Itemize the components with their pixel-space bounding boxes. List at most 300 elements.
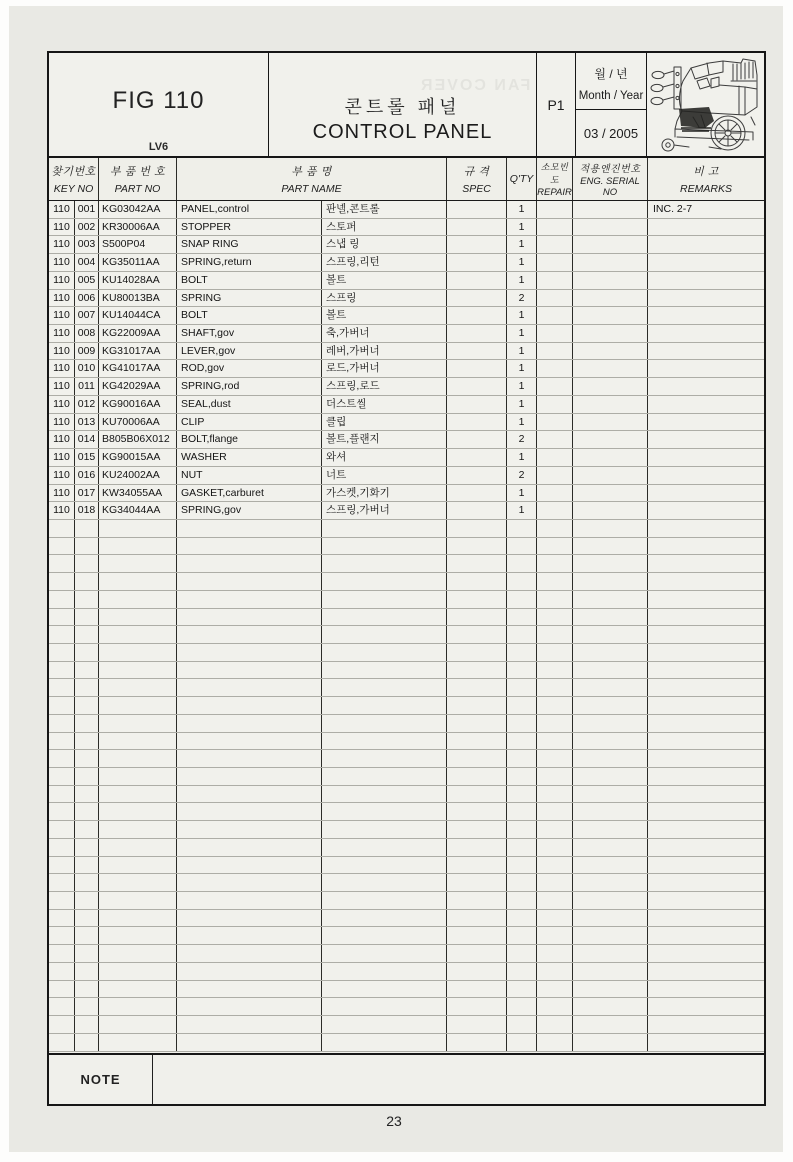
cell-fig-no (49, 733, 75, 750)
cell-key-no (75, 733, 99, 750)
cell-part-name-en (177, 963, 322, 980)
cell-part-name-kr (322, 768, 447, 785)
table-row (49, 945, 764, 963)
cell-part-name-kr (322, 626, 447, 643)
cell-fig-no (49, 750, 75, 767)
cell-qty: 1 (507, 236, 537, 253)
column-remarks: 비 고 REMARKS (680, 165, 732, 196)
cell-part-name-en (177, 874, 322, 891)
cell-spec (447, 963, 507, 980)
cell-key-no (75, 591, 99, 608)
note-row (49, 1053, 764, 1104)
cell-remarks (648, 662, 764, 679)
cell-qty (507, 644, 537, 661)
cell-remarks (648, 945, 764, 962)
cell-fig-no: 110 (49, 343, 75, 360)
cell-part-name-en: LEVER,gov (177, 343, 322, 360)
table-row (49, 378, 764, 396)
cell-part-no: KG31017AA (99, 343, 177, 360)
page-ref-cell (537, 53, 576, 156)
cell-part-no (99, 998, 177, 1015)
cell-repair (537, 343, 573, 360)
table-row (49, 502, 764, 520)
cell-key-no (75, 679, 99, 696)
cell-part-name-kr: 스프링 (322, 290, 447, 307)
cell-qty (507, 786, 537, 803)
cell-repair (537, 307, 573, 324)
cell-key-no: 001 (75, 201, 99, 218)
table-row (49, 485, 764, 503)
cell-fig-no: 110 (49, 272, 75, 289)
cell-fig-no: 110 (49, 325, 75, 342)
cell-qty (507, 839, 537, 856)
cell-fig-no (49, 857, 75, 874)
table-row (49, 786, 764, 804)
cell-qty: 1 (507, 307, 537, 324)
cell-part-name-en: PANEL,control (177, 201, 322, 218)
cell-part-no (99, 750, 177, 767)
cell-spec (447, 343, 507, 360)
note-content (153, 1055, 764, 1104)
cell-eng-serial (573, 254, 648, 271)
cell-qty: 1 (507, 396, 537, 413)
cell-qty (507, 573, 537, 590)
cell-part-no (99, 927, 177, 944)
cell-fig-no (49, 981, 75, 998)
cell-remarks (648, 927, 764, 944)
cell-spec (447, 768, 507, 785)
cell-remarks (648, 573, 764, 590)
cell-part-no (99, 839, 177, 856)
cell-part-name-kr (322, 1016, 447, 1033)
cell-key-no (75, 892, 99, 909)
cell-remarks (648, 609, 764, 626)
cell-qty (507, 998, 537, 1015)
cell-eng-serial (573, 963, 648, 980)
table-row (49, 662, 764, 680)
cell-part-name-kr (322, 715, 447, 732)
cell-eng-serial (573, 485, 648, 502)
cell-repair (537, 378, 573, 395)
cell-part-name-kr (322, 857, 447, 874)
cell-repair (537, 821, 573, 838)
cell-spec (447, 644, 507, 661)
cell-key-no: 015 (75, 449, 99, 466)
cell-part-name-en: CLIP (177, 414, 322, 431)
cell-fig-no (49, 644, 75, 661)
cell-repair (537, 485, 573, 502)
cell-part-name-kr (322, 892, 447, 909)
cell-eng-serial (573, 998, 648, 1015)
cell-part-no (99, 821, 177, 838)
cell-part-name-kr (322, 609, 447, 626)
cell-fig-no (49, 591, 75, 608)
cell-part-name-kr (322, 874, 447, 891)
cell-fig-no (49, 715, 75, 732)
cell-eng-serial (573, 733, 648, 750)
column-header-row (49, 158, 764, 201)
cell-key-no: 002 (75, 219, 99, 236)
cell-key-no (75, 910, 99, 927)
cell-qty: 1 (507, 449, 537, 466)
cell-part-no (99, 1016, 177, 1033)
cell-eng-serial (573, 697, 648, 714)
cell-part-name-en: BOLT (177, 307, 322, 324)
cell-part-no (99, 910, 177, 927)
cell-repair (537, 927, 573, 944)
cell-key-no: 014 (75, 431, 99, 448)
cell-spec (447, 927, 507, 944)
month-year-label-korean: 월 / 년 (594, 67, 628, 81)
cell-remarks (648, 644, 764, 661)
cell-fig-no (49, 609, 75, 626)
cell-remarks: INC. 2-7 (653, 203, 693, 215)
cell-part-name-kr (322, 981, 447, 998)
cell-spec (447, 414, 507, 431)
cell-repair (537, 254, 573, 271)
cell-repair (537, 290, 573, 307)
cell-eng-serial (573, 414, 648, 431)
cell-part-name-kr (322, 927, 447, 944)
cell-fig-no: 110 (49, 254, 75, 271)
month-year-label: Month / Year (578, 90, 644, 102)
cell-qty: 1 (507, 485, 537, 502)
cell-key-no: 016 (75, 467, 99, 484)
scanned-page (9, 6, 783, 1152)
cell-key-no (75, 839, 99, 856)
cell-fig-no (49, 626, 75, 643)
cell-remarks (648, 555, 764, 572)
parts-rows (49, 201, 764, 1052)
cell-fig-no (49, 963, 75, 980)
cell-part-no (99, 609, 177, 626)
cell-part-name-kr: 스프링,가버너 (322, 502, 447, 519)
table-row (49, 750, 764, 768)
cell-part-no (99, 857, 177, 874)
figure-cell (49, 53, 269, 156)
cell-part-name-en: BOLT (177, 272, 322, 289)
cell-remarks (648, 343, 764, 360)
cell-qty: 1 (507, 502, 537, 519)
cell-key-no (75, 1034, 99, 1051)
cell-repair (537, 325, 573, 342)
cell-eng-serial (573, 236, 648, 253)
cell-qty (507, 626, 537, 643)
cell-part-name-kr: 스토퍼 (322, 219, 447, 236)
cell-part-name-en (177, 715, 322, 732)
cell-qty (507, 857, 537, 874)
cell-spec (447, 892, 507, 909)
cell-spec (447, 786, 507, 803)
cell-part-no (99, 591, 177, 608)
cell-eng-serial (573, 821, 648, 838)
cell-remarks (648, 1016, 764, 1033)
cell-eng-serial (573, 467, 648, 484)
cell-part-no: KR30006AA (99, 219, 177, 236)
cell-qty: 1 (507, 219, 537, 236)
cell-qty: 1 (507, 343, 537, 360)
cell-remarks (648, 679, 764, 696)
cell-part-name-en (177, 803, 322, 820)
cell-part-no (99, 662, 177, 679)
cell-part-no: KW34055AA (99, 485, 177, 502)
cell-part-no: KG34044AA (99, 502, 177, 519)
cell-repair (537, 520, 573, 537)
cell-part-name-kr: 클립 (322, 414, 447, 431)
cell-qty: 2 (507, 467, 537, 484)
cell-fig-no (49, 520, 75, 537)
cell-spec (447, 609, 507, 626)
cell-eng-serial (573, 750, 648, 767)
cell-fig-no (49, 768, 75, 785)
cell-fig-no (49, 697, 75, 714)
cell-qty: 2 (507, 290, 537, 307)
cell-repair (537, 1034, 573, 1051)
cell-part-name-en (177, 1034, 322, 1051)
cell-qty (507, 910, 537, 927)
table-row (49, 821, 764, 839)
month-year-cell (576, 53, 647, 156)
cell-fig-no (49, 892, 75, 909)
cell-part-name-kr (322, 733, 447, 750)
cell-key-no (75, 821, 99, 838)
cell-remarks (648, 874, 764, 891)
cell-remarks (648, 803, 764, 820)
cell-spec (447, 1034, 507, 1051)
cell-remarks (648, 963, 764, 980)
cell-part-name-en: SPRING,gov (177, 502, 322, 519)
cell-key-no (75, 573, 99, 590)
cell-remarks (648, 520, 764, 537)
cell-remarks (648, 307, 764, 324)
cell-key-no (75, 609, 99, 626)
cell-eng-serial (573, 679, 648, 696)
cell-remarks (648, 219, 764, 236)
cell-part-no: KG42029AA (99, 378, 177, 395)
cell-spec (447, 502, 507, 519)
cell-eng-serial (573, 715, 648, 732)
cell-spec (447, 750, 507, 767)
cell-part-name-en (177, 786, 322, 803)
cell-eng-serial (573, 927, 648, 944)
cell-spec (447, 272, 507, 289)
cell-eng-serial (573, 910, 648, 927)
cell-repair (537, 803, 573, 820)
cell-part-name-kr (322, 644, 447, 661)
cell-part-no (99, 626, 177, 643)
cell-qty (507, 963, 537, 980)
column-part-name: 부 품 명 PART NAME (177, 158, 447, 200)
table-row (49, 520, 764, 538)
cell-key-no (75, 945, 99, 962)
cell-remarks (648, 626, 764, 643)
cell-fig-no: 110 (49, 502, 75, 519)
cell-part-no (99, 892, 177, 909)
cell-eng-serial (573, 272, 648, 289)
table-row (49, 981, 764, 999)
cell-spec (447, 360, 507, 377)
cell-fig-no (49, 538, 75, 555)
cell-part-no (99, 963, 177, 980)
cell-repair (537, 857, 573, 874)
cell-part-name-en: SHAFT,gov (177, 325, 322, 342)
cell-part-no: KG03042AA (99, 201, 177, 218)
cell-spec (447, 325, 507, 342)
cell-fig-no: 110 (49, 414, 75, 431)
cell-part-name-kr (322, 679, 447, 696)
cell-eng-serial (573, 555, 648, 572)
cell-spec (447, 396, 507, 413)
cell-spec (447, 998, 507, 1015)
column-qty: Q'TY (507, 158, 537, 200)
cell-spec (447, 662, 507, 679)
cell-part-name-en: SPRING,return (177, 254, 322, 271)
page-title-korean: 콘트롤 패널 (344, 97, 461, 117)
cell-qty (507, 892, 537, 909)
cell-part-name-en (177, 768, 322, 785)
cell-repair (537, 538, 573, 555)
cell-repair (537, 963, 573, 980)
cell-qty: 1 (507, 414, 537, 431)
note-label: NOTE (49, 1055, 153, 1104)
cell-part-name-en (177, 520, 322, 537)
cell-part-name-en: STOPPER (177, 219, 322, 236)
cell-repair (537, 555, 573, 572)
cell-part-name-kr (322, 839, 447, 856)
cell-part-name-en (177, 839, 322, 856)
cell-spec (447, 679, 507, 696)
cell-spec (447, 555, 507, 572)
cell-key-no (75, 768, 99, 785)
cell-part-name-kr: 축,가버너 (322, 325, 447, 342)
cell-eng-serial (573, 219, 648, 236)
cell-key-no (75, 998, 99, 1015)
cell-eng-serial (573, 803, 648, 820)
cell-repair (537, 874, 573, 891)
column-key-no: 찾기번호 KEY NO (49, 158, 99, 200)
cell-spec (447, 803, 507, 820)
cell-part-name-kr (322, 520, 447, 537)
cell-spec (447, 839, 507, 856)
bleedthrough-ghost-text: FAN COVER (418, 77, 530, 94)
table-row (49, 963, 764, 981)
cell-key-no (75, 981, 99, 998)
cell-qty (507, 679, 537, 696)
cell-key-no: 017 (75, 485, 99, 502)
table-row (49, 591, 764, 609)
cell-qty (507, 1034, 537, 1051)
table-row (49, 626, 764, 644)
cell-fig-no (49, 803, 75, 820)
cell-remarks (648, 786, 764, 803)
cell-repair (537, 626, 573, 643)
table-row (49, 573, 764, 591)
cell-repair (537, 431, 573, 448)
cell-remarks (648, 325, 764, 342)
cell-part-name-kr (322, 750, 447, 767)
cell-part-name-en (177, 538, 322, 555)
cell-part-name-kr (322, 662, 447, 679)
cell-part-no (99, 768, 177, 785)
cell-key-no (75, 927, 99, 944)
cell-spec (447, 485, 507, 502)
cell-part-name-kr: 스프링,리턴 (322, 254, 447, 271)
cell-remarks (648, 750, 764, 767)
table-row (49, 201, 764, 219)
cell-qty (507, 803, 537, 820)
cell-eng-serial (573, 1016, 648, 1033)
table-row (49, 414, 764, 432)
cell-remarks (648, 591, 764, 608)
cell-part-name-kr: 볼트,플랜지 (322, 431, 447, 448)
cell-spec (447, 981, 507, 998)
cell-key-no (75, 750, 99, 767)
cell-part-name-kr (322, 573, 447, 590)
cell-fig-no (49, 679, 75, 696)
cell-part-name-en (177, 821, 322, 838)
model-code: LV6 (148, 141, 169, 153)
cell-fig-no (49, 839, 75, 856)
cell-spec (447, 307, 507, 324)
cell-part-no (99, 981, 177, 998)
cell-repair (537, 272, 573, 289)
cell-part-no: KU14044CA (99, 307, 177, 324)
cell-part-name-kr (322, 910, 447, 927)
issue-date: 03 / 2005 (583, 125, 639, 141)
table-row (49, 290, 764, 308)
cell-part-no (99, 520, 177, 537)
cell-remarks (648, 981, 764, 998)
cell-part-name-kr (322, 538, 447, 555)
cell-repair (537, 201, 573, 218)
page-number: 23 (386, 1113, 402, 1129)
cell-remarks (648, 396, 764, 413)
cell-key-no (75, 803, 99, 820)
column-repair: 소모빈도 REPAIR (537, 158, 573, 200)
cell-spec (447, 626, 507, 643)
table-row (49, 219, 764, 237)
table-row (49, 715, 764, 733)
cell-fig-no: 110 (49, 236, 75, 253)
cell-repair (537, 396, 573, 413)
cell-qty (507, 697, 537, 714)
cell-fig-no (49, 998, 75, 1015)
table-row (49, 644, 764, 662)
cell-part-name-kr (322, 821, 447, 838)
title-cell (269, 53, 537, 156)
cell-spec (447, 236, 507, 253)
cell-spec (447, 201, 507, 218)
cell-eng-serial (573, 325, 648, 342)
cell-remarks (648, 1034, 764, 1051)
cell-remarks (648, 697, 764, 714)
cell-key-no (75, 520, 99, 537)
cell-remarks (648, 910, 764, 927)
cell-qty (507, 662, 537, 679)
cell-repair (537, 998, 573, 1015)
cell-key-no: 004 (75, 254, 99, 271)
cell-remarks (648, 272, 764, 289)
cell-key-no (75, 715, 99, 732)
column-spec: 규 격 SPEC (447, 158, 507, 200)
cell-qty (507, 945, 537, 962)
cell-remarks (648, 378, 764, 395)
cell-repair (537, 609, 573, 626)
cell-part-name-en (177, 591, 322, 608)
table-row (49, 839, 764, 857)
cell-repair (537, 662, 573, 679)
cell-key-no (75, 1016, 99, 1033)
